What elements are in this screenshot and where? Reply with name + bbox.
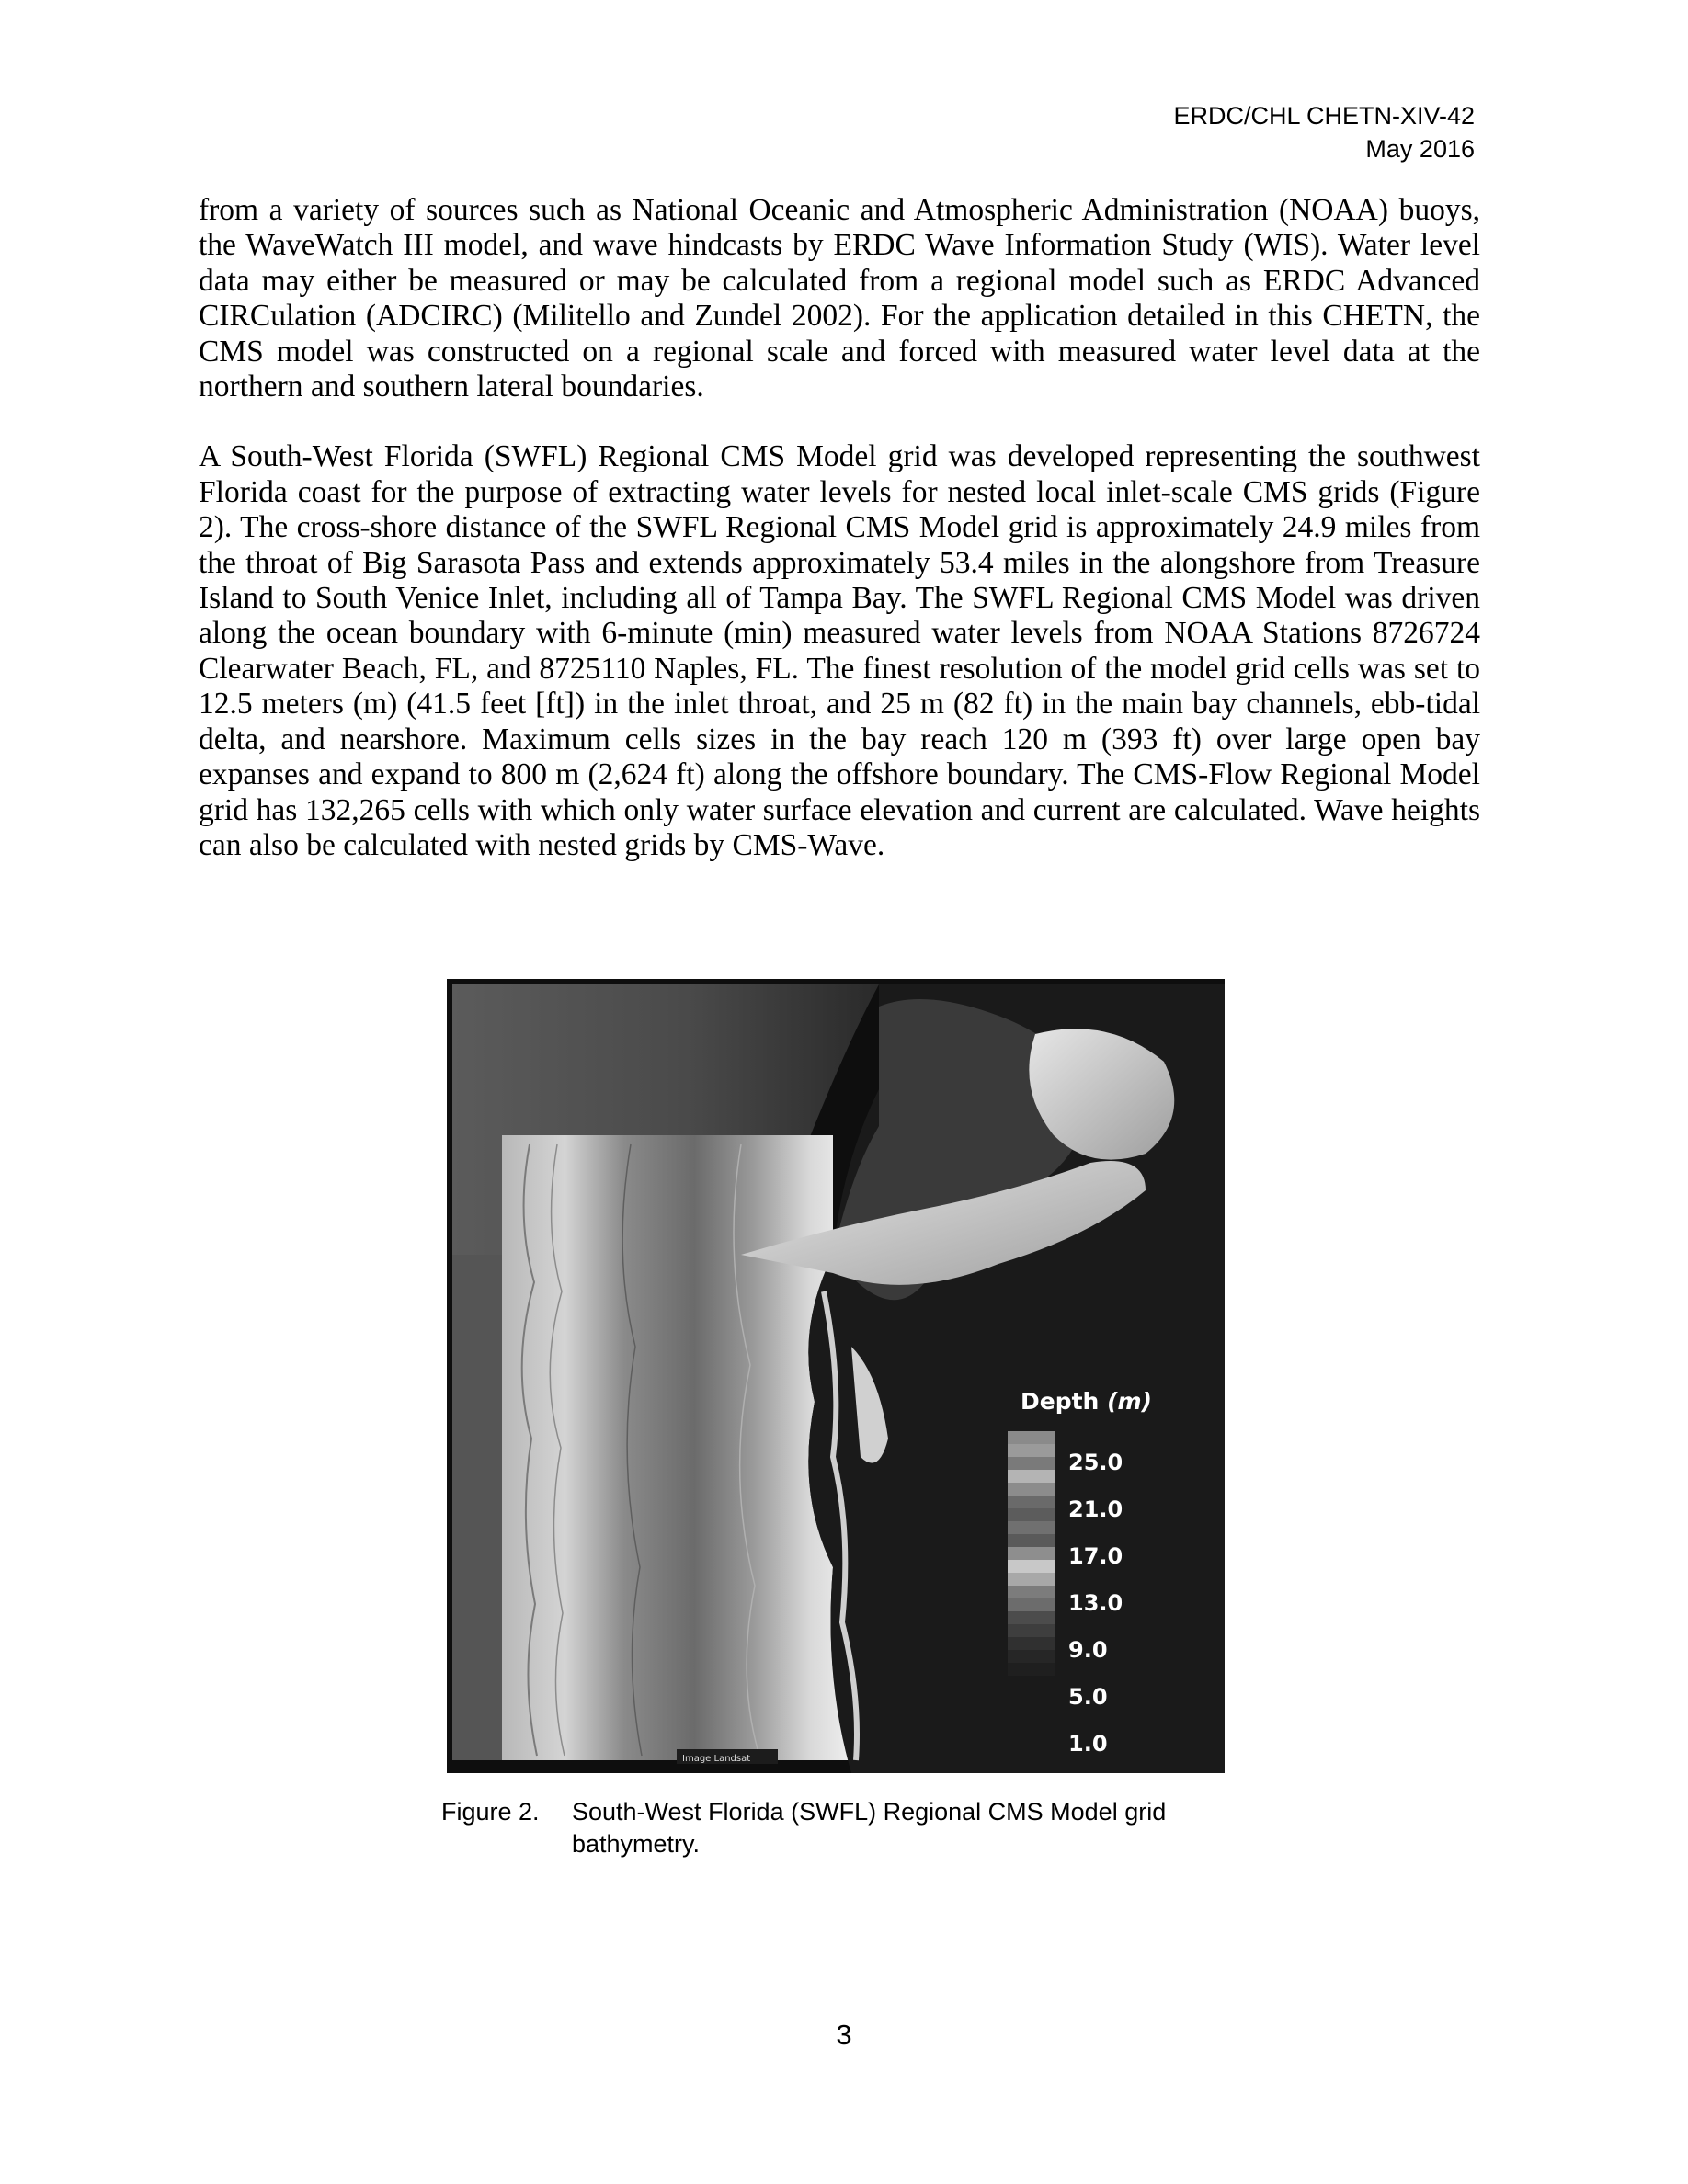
legend-swatch [1008, 1611, 1055, 1624]
legend-title: Depth (m) [1021, 1388, 1152, 1415]
legend-swatch [1008, 1534, 1055, 1547]
legend-label: 5.0 [1068, 1684, 1108, 1710]
running-header [923, 99, 1475, 165]
paragraph: A South-West Florida (SWFL) Regional CMS Model grid was developed representing the southwest Florida coast for the purpose of extracting water levels for nested local inlet-scale CMS grids (Figure 2). The cross-shore distance of the SWFL Regional CMS Model grid is approximately 24.9 miles from the throat of Big Sarasota Pass and extends approximately 53.4 miles in the alongshore from Treasure Island to South Venice Inlet, including all of Tampa Bay. The SWFL Regional CMS Model was driven along the ocean boundary with 6-minute (min) measured water levels from NOAA Stations 8726724 Clearwater Beach, FL, and 8725110 Naples, FL. The finest resolution of the model grid cells was set to 12.5 meters (m) (41.5 feet [ft]) in the inlet throat, and 25 m (82 ft) in the main bay channels, ebb-tidal delta, and nearshore. Maximum cells sizes in the bay reach 120 m (393 ft) over large open bay expanses and expand to 800 m (2,624 ft) along the offshore boundary. The CMS-Flow Regional Model grid has 132,265 cells with which only water surface elevation and current are calculated. Wave heights can also be calculated with nested grids by CMS-Wave. [199, 439, 1480, 862]
legend-swatch [1008, 1598, 1055, 1611]
legend-label: 21.0 [1068, 1496, 1123, 1522]
legend-swatch [1008, 1483, 1055, 1496]
legend-swatch [1008, 1521, 1055, 1534]
legend-swatch [1008, 1586, 1055, 1598]
legend-label: 17.0 [1068, 1543, 1123, 1569]
legend-swatch [1008, 1547, 1055, 1560]
legend-label: 9.0 [1068, 1637, 1108, 1663]
report-id: ERDC/CHL CHETN-XIV-42 [1173, 102, 1475, 130]
report-date: May 2016 [1365, 135, 1475, 163]
paragraph: from a variety of sources such as National Oceanic and Atmospheric Administration (NOAA) buoys, the WaveWatch III model, and wave hindcasts by ERDC Wave Information Study (WIS). Water level data may either be measured or may be calculated from a regional model such as ERDC Advanced CIRCulation (ADCIRC) (Militello and Zundel 2002). For the application detailed in this CHETN, the CMS model was constructed on a regional scale and forced with measured water level data at the northern and southern lateral boundaries. [199, 193, 1480, 404]
legend-swatch [1008, 1444, 1055, 1457]
legend-swatch [1008, 1496, 1055, 1508]
legend-swatch [1008, 1457, 1055, 1470]
depth-legend [1008, 1431, 1055, 1676]
legend-swatch [1008, 1573, 1055, 1586]
legend-swatch [1008, 1508, 1055, 1521]
legend-swatch [1008, 1637, 1055, 1650]
legend-swatch [1008, 1560, 1055, 1573]
legend-label: 13.0 [1068, 1590, 1123, 1616]
bathymetry-figure [447, 979, 1225, 1773]
page-number: 3 [836, 2019, 852, 2051]
legend-swatch [1008, 1624, 1055, 1637]
caption-label: Figure 2. [441, 1798, 540, 1826]
caption-text: South-West Florida (SWFL) Regional CMS Model grid bathymetry. [572, 1798, 1167, 1858]
legend-swatch [1008, 1431, 1055, 1444]
legend-label: 25.0 [1068, 1450, 1123, 1475]
image-credit: Image Landsat [682, 1754, 751, 1764]
legend-swatch [1008, 1470, 1055, 1483]
model-grid-area [502, 1135, 851, 1760]
body-text [199, 193, 1480, 898]
legend-swatch [1008, 1663, 1055, 1676]
legend-label: 1.0 [1068, 1731, 1108, 1757]
legend-swatch [1008, 1650, 1055, 1663]
